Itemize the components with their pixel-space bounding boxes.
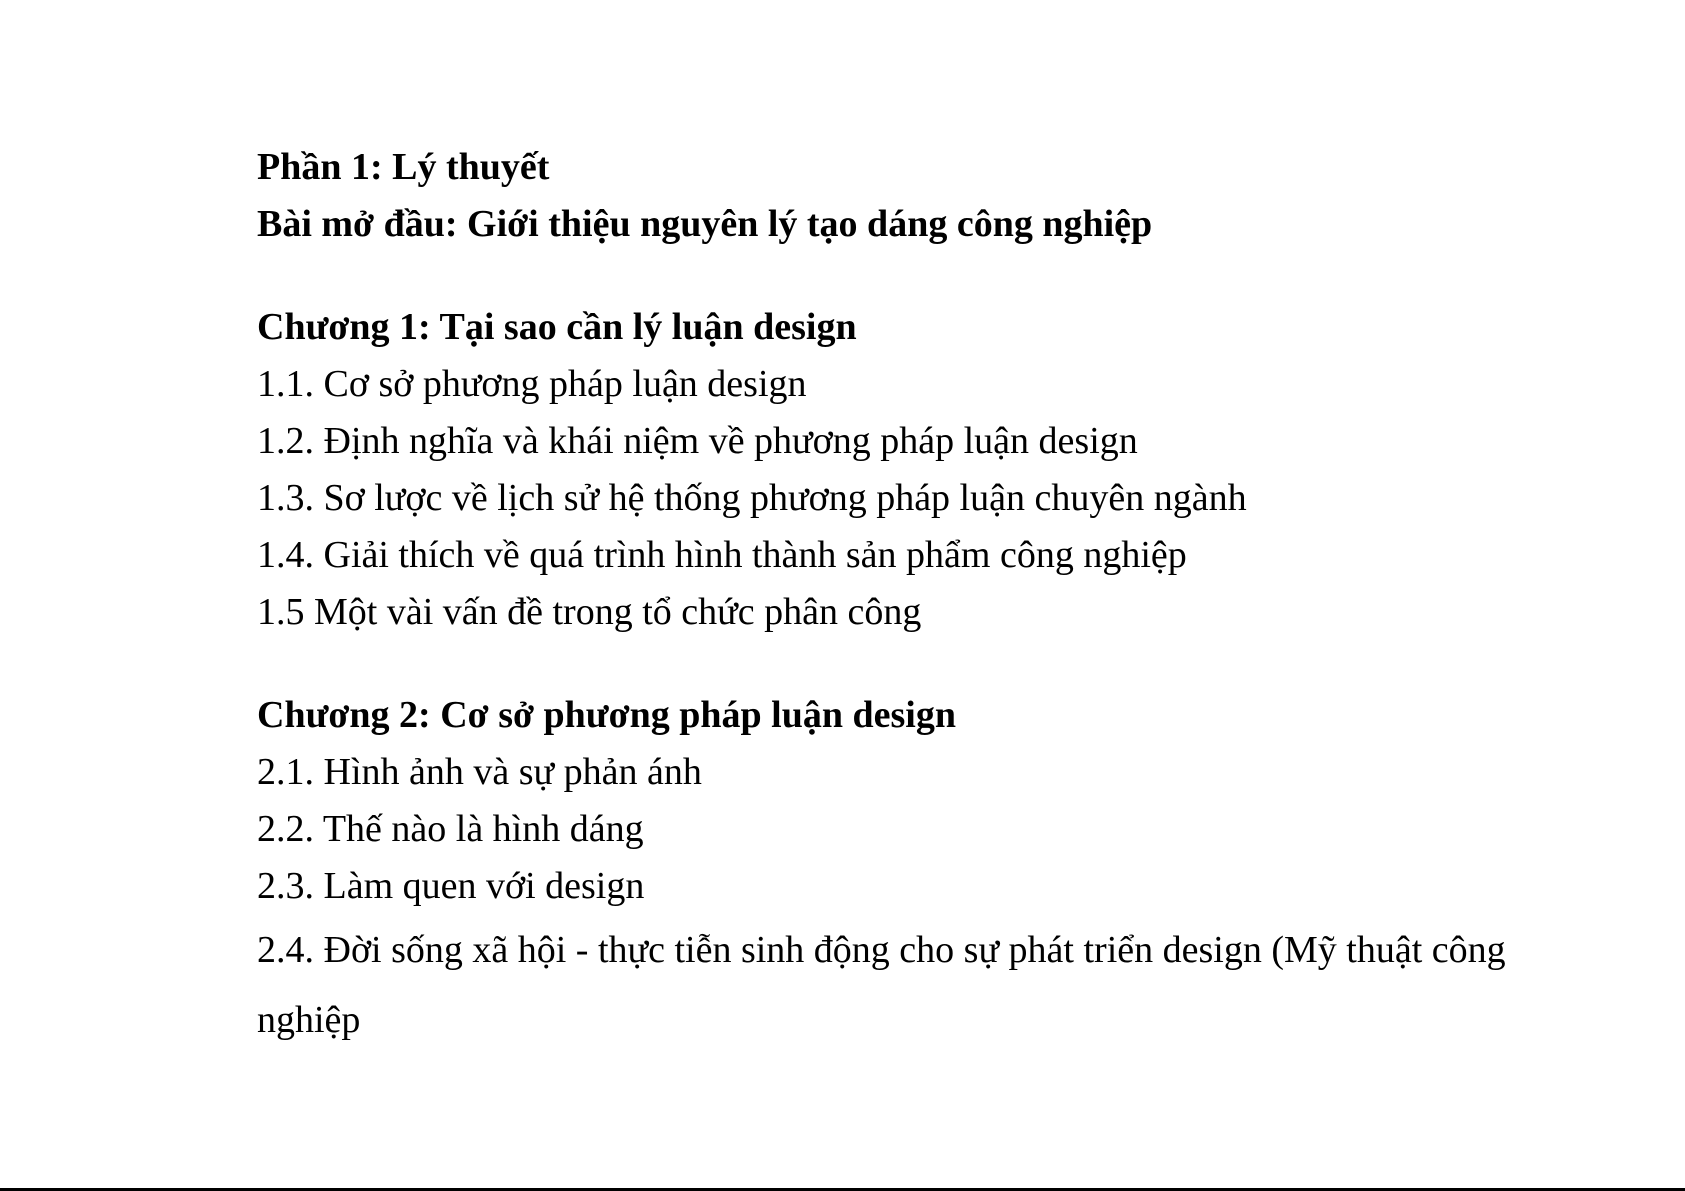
part-title: Phần 1: Lý thuyết bbox=[257, 146, 550, 188]
document-content bbox=[257, 139, 1507, 1055]
spacer bbox=[257, 253, 1507, 299]
chapter-1-item: 1.5 Một vài vấn đề trong tổ chức phân công bbox=[257, 591, 922, 633]
chapter-2-item: 2.2. Thế nào là hình dáng bbox=[257, 808, 644, 850]
chapter-1-title: Chương 1: Tại sao cần lý luận design bbox=[257, 306, 857, 348]
chapter-2-item: 2.3. Làm quen với design bbox=[257, 865, 645, 907]
spacer bbox=[257, 641, 1507, 687]
chapter-2-item: 2.1. Hình ảnh và sự phản ánh bbox=[257, 751, 702, 793]
chapter-2-title: Chương 2: Cơ sở phương pháp luận design bbox=[257, 694, 956, 736]
intro-title: Bài mở đầu: Giới thiệu nguyên lý tạo dáng công nghiệp bbox=[257, 203, 1153, 245]
chapter-1-item: 1.4. Giải thích về quá trình hình thành sản phẩm công nghiệp bbox=[257, 534, 1187, 576]
chapter-2-item: 2.4. Đời sống xã hội - thực tiễn sinh động cho sự phát triển design (Mỹ thuật công nghiệp bbox=[257, 929, 1506, 1041]
chapter-1-item: 1.2. Định nghĩa và khái niệm về phương pháp luận design bbox=[257, 420, 1138, 462]
chapter-1-item: 1.1. Cơ sở phương pháp luận design bbox=[257, 363, 807, 405]
chapter-1-item: 1.3. Sơ lược về lịch sử hệ thống phương pháp luận chuyên ngành bbox=[257, 477, 1247, 519]
